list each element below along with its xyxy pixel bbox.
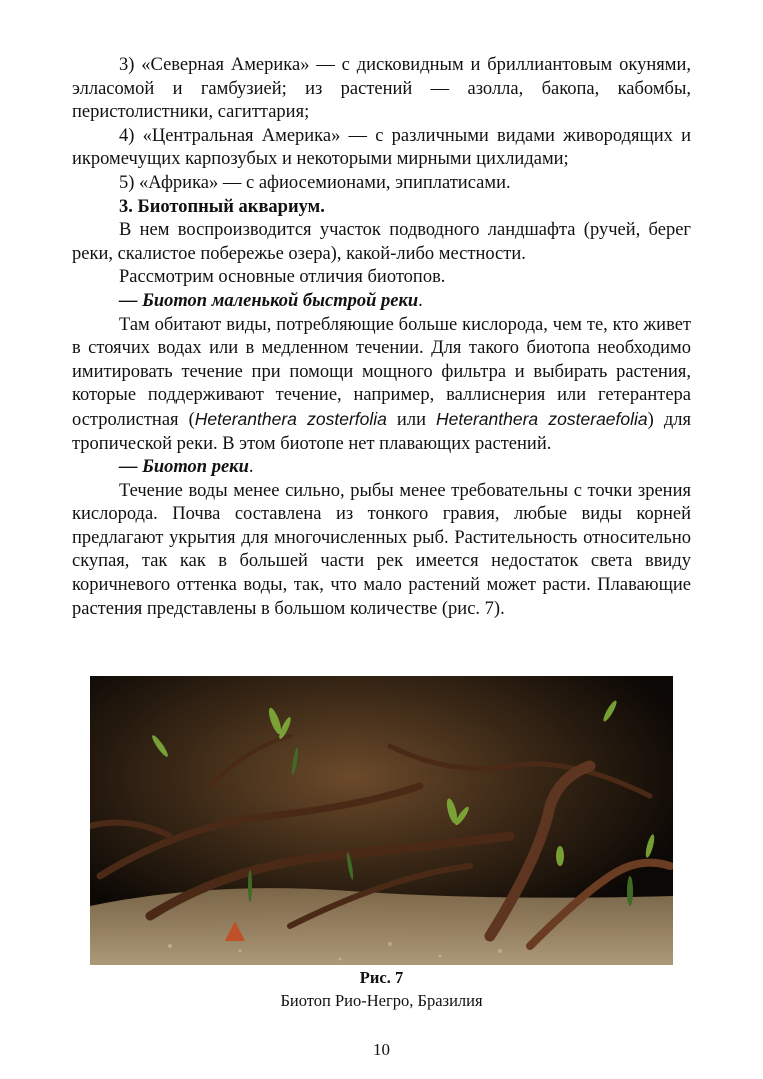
paragraph-north-america: 3) «Северная Америка» — с дисковидным и бриллиантовым окунями, элласомой и гамбузией; из растений — азолла, бакопа, кабомбы, перистолистники, сагиттария;: [72, 55, 691, 123]
figure-caption-subtitle: Биотоп Рио-Негро, Бразилия: [280, 991, 483, 1010]
page-number: 10: [373, 1040, 390, 1059]
paragraph-central-america: 4) «Центральная Америка» — с различными видами живородящих и икромечущих карпозубых и некоторыми мирными цихлидами;: [72, 125, 691, 170]
subheading-small-river-text: — Биотоп маленькой быстрой реки: [119, 290, 419, 311]
small-river-text-1: Там обитают виды, потребляющие больше кислорода, чем те, кто живет в стоячих водах или в медленном течении. Для такого биотопа необходимо имитировать течение при помощи мощного фильтра и выбирать растения, которые поддерживают течение, например, валлиснерия или гетерантера остролистная (: [72, 314, 691, 430]
paragraph-intro: В нем воспроизводится участок подводного ландшафта (ручей, берег реки, скалистое побережье озера), какой-либо местности.: [72, 220, 691, 264]
latin-name-1: Heteranthera zosterfolia: [194, 408, 387, 429]
paragraph-small-river: [72, 314, 691, 457]
section-heading: 3. Биотопный аквариум.: [119, 196, 325, 217]
aquarium-photo: [90, 676, 673, 965]
latin-name-2: Heteranthera zosteraefolia: [436, 408, 648, 429]
aquarium-photo-illustration: [90, 676, 673, 965]
small-river-text-2: ) для тропической реки. В этом биотопе нет плавающих растений.: [72, 409, 691, 454]
paragraph-consider: Рассмотрим основные отличия биотопов.: [119, 267, 446, 288]
or-word: или: [386, 409, 436, 430]
subheading-period: .: [418, 290, 423, 311]
subheading-river-text: — Биотоп реки: [119, 457, 249, 478]
subheading-small-river: [72, 290, 691, 314]
paragraph-river: Течение воды менее сильно, рыбы менее требовательны с точки зрения кислорода. Почва составлена из тонкого гравия, любые виды корней предлагают укрытия для многочисленных рыб. Растительность относительно скупая, так как в большей части рек имеется недостаток света ввиду коричневого оттенка воды, так, что мало растений может расти. Плавающие растения представлены в большом количестве (рис. 7).: [72, 480, 691, 619]
paragraph-africa: 5) «Африка» — с афиосемионами, эпиплатисами.: [119, 172, 511, 193]
page-body: [72, 54, 691, 621]
figure-caption-title: Рис. 7: [359, 968, 404, 987]
subheading-river-period: .: [248, 457, 254, 478]
subheading-river: [72, 456, 691, 480]
